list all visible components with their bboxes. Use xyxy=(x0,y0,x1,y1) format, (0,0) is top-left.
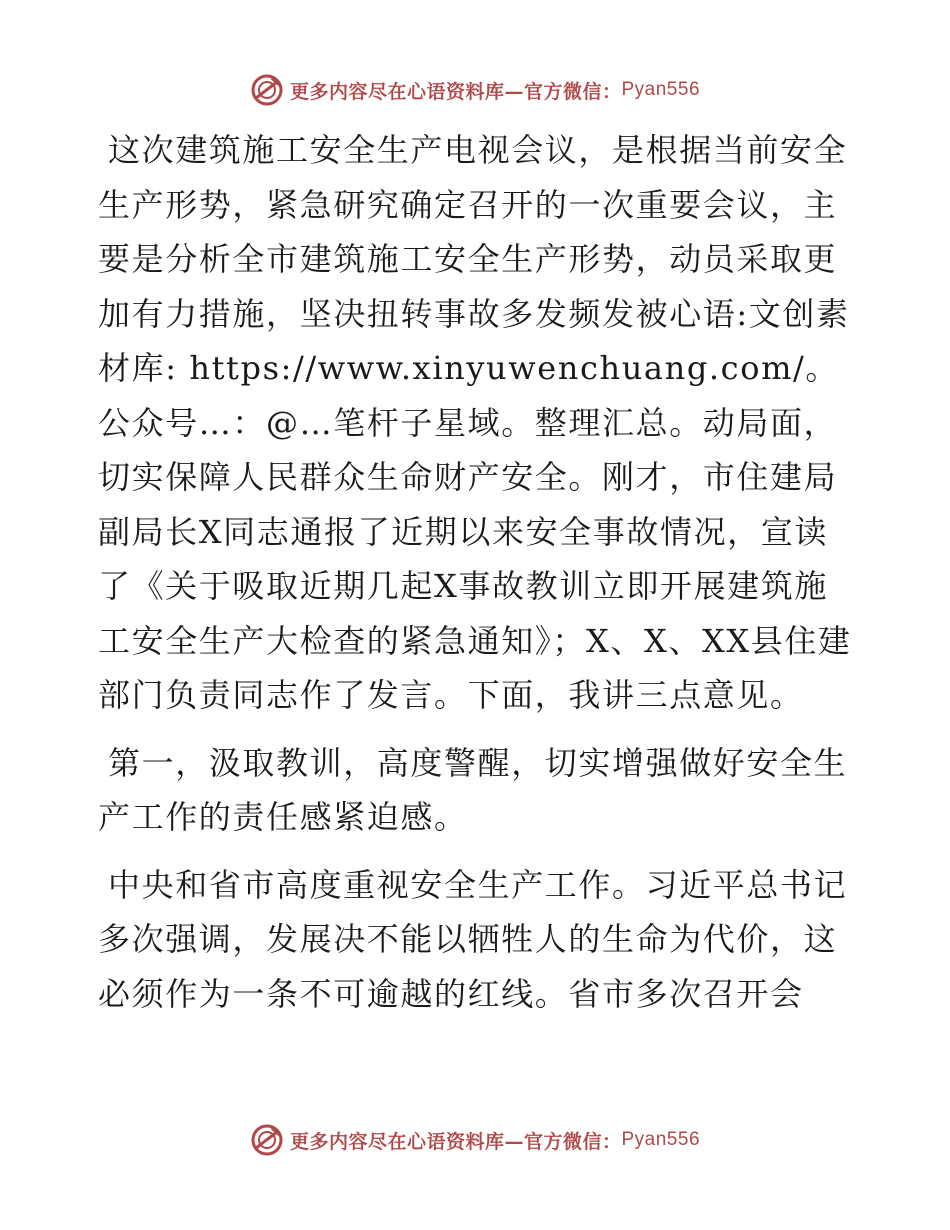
body-paragraph-3: 中央和省市高度重视安全生产工作。习近平总书记多次强调，发展决不能以牺牲人的生命为代价，这必须作为一条不可逾越的红线。省市多次召开会 xyxy=(98,865,848,1013)
watermark-text: 更多内容尽在心语资料库—官方微信： xyxy=(289,1130,622,1153)
watermark-text: 更多内容尽在心语资料库—官方微信： xyxy=(289,80,622,103)
header-watermark xyxy=(0,70,950,110)
document-body xyxy=(98,123,860,1034)
body-paragraph-1: 这次建筑施工安全生产电视会议，是根据当前安全生产形势，紧急研究确定召开的一次重要会议，主要是分析全市建筑施工安全生产形势，动员采取更加有力措施，坚决扭转事故多发频发被心语:文创素材库: https://www.xinyuwenchuang.com/。公众号…：@…笔杆子星域。整理汇总。动局面，切实保障人民群众生命财产安全。刚才，市住建局副局长X同志通报了近期以来安全事故情况，宣读了《关于吸取近期几起X事故教训立即开展建筑施工安全生产大检查的紧急通知》；X、X、XX县住建部门负责同志作了发言。下面，我讲三点意见。 xyxy=(98,131,852,714)
seal-logo-icon xyxy=(250,73,284,107)
watermark-wechat-id: Pyan556 xyxy=(621,79,701,100)
body-paragraph-2: 第一，汲取教训，高度警醒，切实增强做好安全生产工作的责任感紧迫感。 xyxy=(98,743,848,836)
footer-watermark xyxy=(0,1120,950,1160)
watermark-wechat-id: Pyan556 xyxy=(621,1129,701,1150)
seal-logo-icon xyxy=(250,1123,284,1157)
